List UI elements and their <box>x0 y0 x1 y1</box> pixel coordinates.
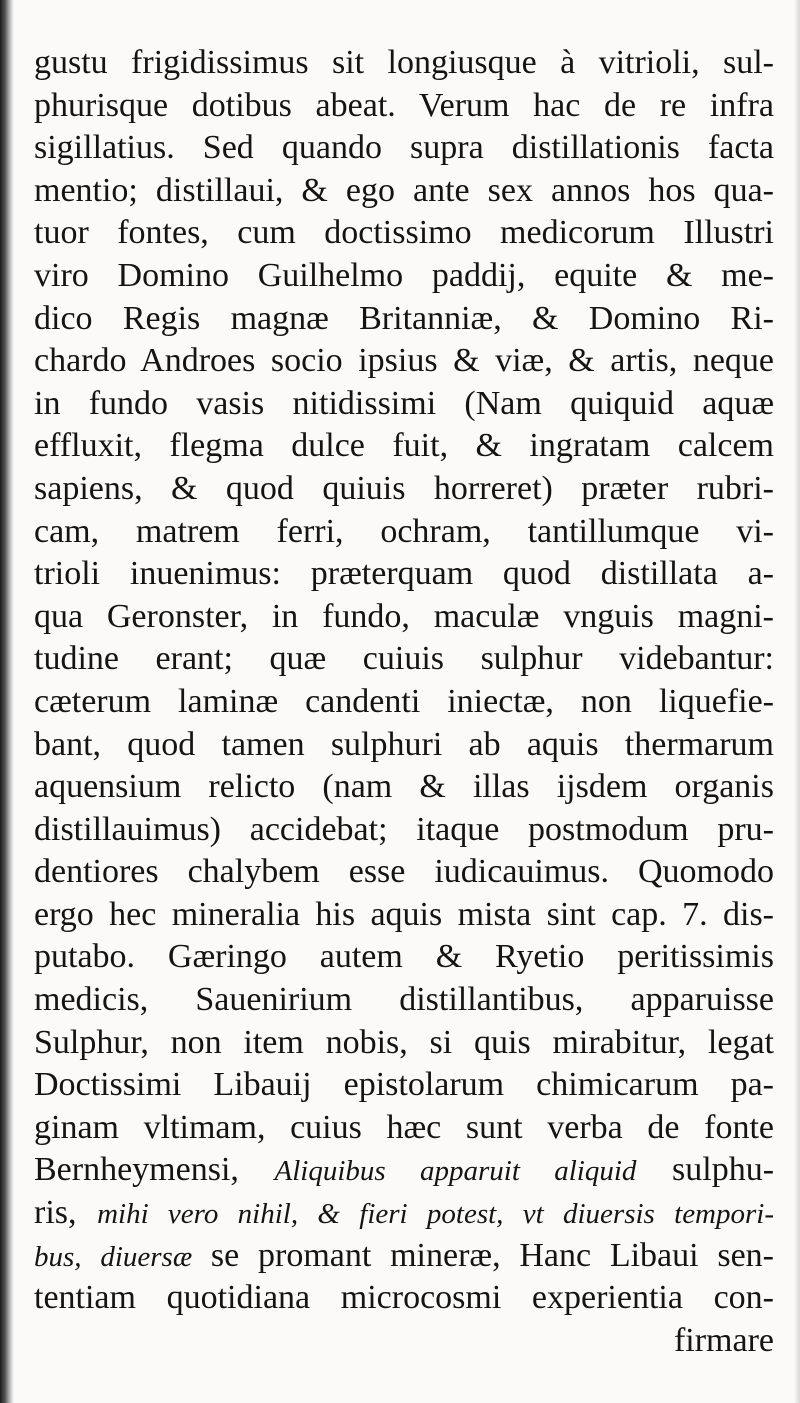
text-line-17: bant, quod tamen sulphuri ab aquis thermarum <box>34 725 774 763</box>
text-line-24: Sulphur, non item nobis, si quis mirabitur, legat <box>34 1023 774 1061</box>
text-line-1: gustu frigidissimus sit longiusque à vitrioli, sul- <box>34 44 774 81</box>
text-line-23: medicis, Sauenirium distillantibus, apparuisse <box>34 981 774 1019</box>
text-line-7: dico Regis magnæ Britanniæ, & Domino Ri- <box>34 299 774 337</box>
text-line-16: cæterum laminæ candenti iniectæ, non liquefie- <box>34 682 774 720</box>
text-line-12: cam, matrem ferri, ochram, tantillumque vi- <box>34 512 774 550</box>
text-line-4: mentio; distillaui, & ego ante sex annos hos qua- <box>34 171 774 209</box>
text-line-22: putabo. Gæringo autem & Ryetio peritissimis <box>34 938 774 976</box>
text-line-13: trioli inuenimus: præterquam quod distillata a- <box>34 555 774 593</box>
text-line-28 <box>34 1192 774 1235</box>
text-line-9: in fundo vasis nitidissimi (Nam quiquid aquæ <box>34 384 774 422</box>
text-line-20: dentiores chalybem esse iudicauimus. Quomodo <box>34 853 774 891</box>
text-line-14: qua Geronster, in fundo, maculæ vnguis magni- <box>34 597 774 635</box>
italic-quote-3: bus, <box>34 1240 82 1273</box>
italic-quote-1: Aliquibus apparuit aliquid <box>274 1155 637 1188</box>
text-line-3: sigillatius. Sed quando supra distillationis facta <box>34 129 774 167</box>
text-line-26: ginam vltimam, cuius hæc sunt verba de fonte <box>34 1108 774 1146</box>
text-line-27 <box>34 1149 774 1192</box>
text-line-28-start: ris, <box>34 1194 77 1232</box>
text-line-25: Doctissimi Libauij epistolarum chimicarum pa- <box>34 1066 774 1104</box>
text-line-29-end: se promant mineræ, Hanc Libaui sen- <box>210 1236 774 1274</box>
text-line-27-start: Bernheymensi, <box>34 1151 239 1189</box>
text-line-18: aquensium relicto (nam & illas ijsdem organis <box>34 768 774 806</box>
text-line-21: ergo hec mineralia his aquis mista sint cap. 7. dis- <box>34 895 774 933</box>
text-line-30: tentiam quotidiana microcosmi experientia con- <box>34 1279 774 1317</box>
italic-quote-4: diuersæ <box>100 1240 193 1273</box>
binding-gutter-shadow <box>0 0 14 1403</box>
text-line-5: tuor fontes, cum doctissimo medicorum Illustri <box>34 214 774 252</box>
text-line-11: sapiens, & quod quiuis horreret) præter rubri- <box>34 469 774 507</box>
text-line-19: distillauimus) accidebat; itaque postmodum pru- <box>34 810 774 848</box>
page-edge <box>794 0 800 1403</box>
text-line-8: chardo Androes socio ipsius & viæ, & artis, neque <box>34 342 774 380</box>
text-line-15: tudine erant; quæ cuiuis sulphur videbantur: <box>34 640 774 678</box>
body-text <box>34 42 774 1362</box>
text-line-27-end: sulphu- <box>672 1151 774 1189</box>
italic-quote-2: mihi vero nihil, & fieri potest, vt diuersis tempori- <box>97 1198 774 1231</box>
catchword: firmare <box>673 1321 774 1359</box>
text-line-10: effluxit, flegma dulce fuit, & ingratam calcem <box>34 427 774 465</box>
text-line-2: phurisque dotibus abeat. Verum hac de re infra <box>34 86 774 124</box>
text-line-29 <box>34 1235 774 1278</box>
text-line-6: viro Domino Guilhelmo paddij, equite & me- <box>34 256 774 294</box>
